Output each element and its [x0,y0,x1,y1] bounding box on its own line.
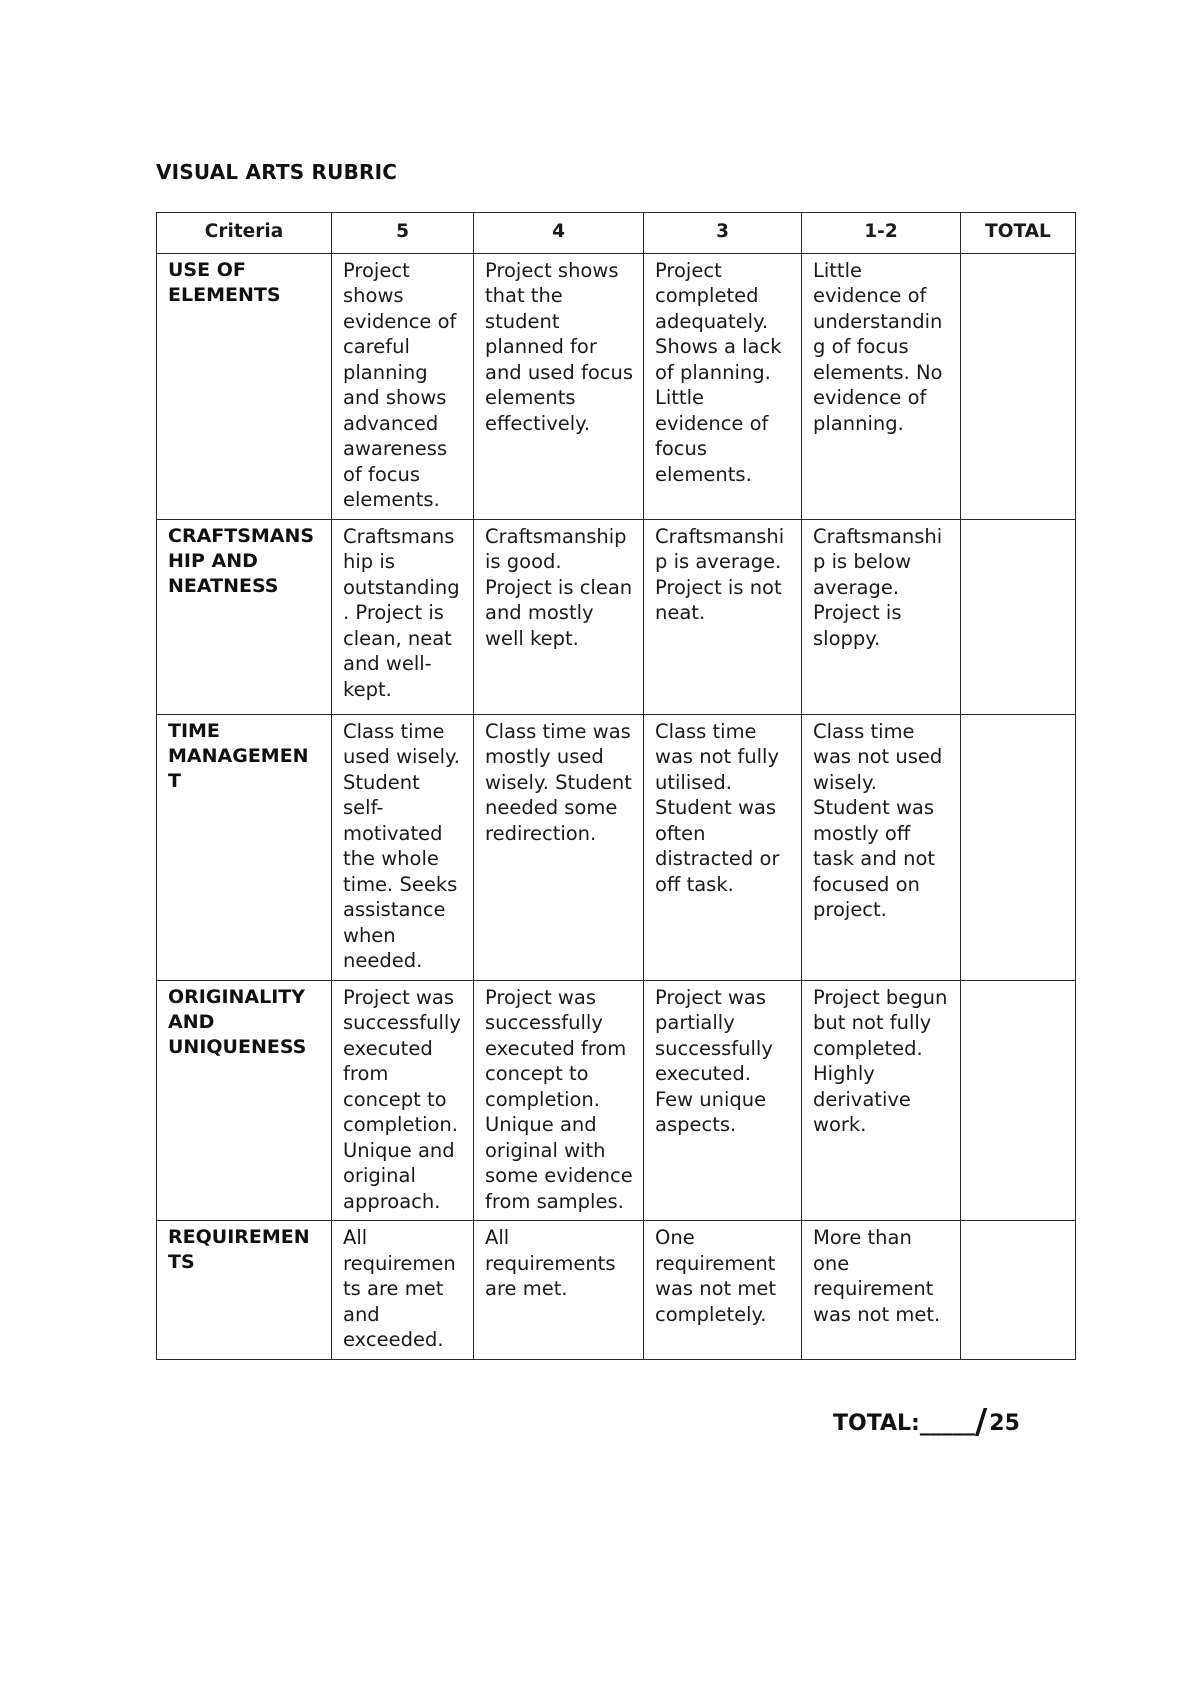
score-5-cell: Project shows evidence of careful planning and shows advanced awareness of focus elements. [332,253,474,519]
score-1-2-cell: Little evidence of understanding of focus elements. No evidence of planning. [802,253,961,519]
score-3-cell: Project completed adequately. Shows a lack of planning. Little evidence of focus elements. [644,253,802,519]
header-score-4: 4 [474,213,644,254]
table-row [157,714,1076,980]
score-3-cell: Project was partially successfully executed. Few unique aspects. [644,980,802,1221]
score-5-cell: Class time used wisely. Student self-motivated the whole time. Seeks assistance when needed. [332,714,474,980]
total-cell[interactable] [961,253,1076,519]
rubric-table [156,212,1076,1360]
header-row [157,213,1076,254]
header-score-3: 3 [644,213,802,254]
score-1-2-cell: Project begun but not fully completed. Highly derivative work. [802,980,961,1221]
total-cell[interactable] [961,714,1076,980]
table-row [157,519,1076,714]
score-1-2-cell: Class time was not used wisely. Student was mostly off task and not focused on project. [802,714,961,980]
score-4-cell: Craftsmanship is good. Project is clean and mostly well kept. [474,519,644,714]
criteria-cell: ORIGINALITY AND UNIQUENESS [157,980,332,1221]
grand-total-line [833,1402,1020,1442]
score-1-2-cell: More than one requirement was not met. [802,1221,961,1360]
total-blank[interactable]: _____ [919,1411,975,1436]
score-4-cell: Class time was mostly used wisely. Student needed some redirection. [474,714,644,980]
criteria-cell: TIME MANAGEMENT [157,714,332,980]
total-cell[interactable] [961,1221,1076,1360]
score-5-cell: All requirements are met and exceeded. [332,1221,474,1360]
score-3-cell: Class time was not fully utilised. Student was often distracted or off task. [644,714,802,980]
score-4-cell: All requirements are met. [474,1221,644,1360]
score-4-cell: Project shows that the student planned for and used focus elements effectively. [474,253,644,519]
total-max-score: 25 [989,1411,1020,1436]
criteria-cell: CRAFTSMANSHIP AND NEATNESS [157,519,332,714]
header-total: TOTAL [961,213,1076,254]
score-5-cell: Craftsmanship is outstanding. Project is clean, neat and well-kept. [332,519,474,714]
criteria-cell: USE OF ELEMENTS [157,253,332,519]
total-cell[interactable] [961,980,1076,1221]
page-title: VISUAL ARTS RUBRIC [156,160,398,184]
score-5-cell: Project was successfully executed from concept to completion. Unique and original approach. [332,980,474,1221]
header-criteria: Criteria [157,213,332,254]
score-3-cell: Craftsmanship is average. Project is not neat. [644,519,802,714]
table-row [157,253,1076,519]
table-row [157,980,1076,1221]
table-row [157,1221,1076,1360]
score-1-2-cell: Craftsmanship is below average. Project is sloppy. [802,519,961,714]
header-score-5: 5 [332,213,474,254]
total-cell[interactable] [961,519,1076,714]
score-3-cell: One requirement was not met completely. [644,1221,802,1360]
score-4-cell: Project was successfully executed from concept to completion. Unique and original with some evidence from samples. [474,980,644,1221]
total-slash: / [974,1402,988,1442]
criteria-cell: REQUIREMENTS [157,1221,332,1360]
total-label: TOTAL: [833,1411,920,1436]
header-score-1-2: 1-2 [802,213,961,254]
